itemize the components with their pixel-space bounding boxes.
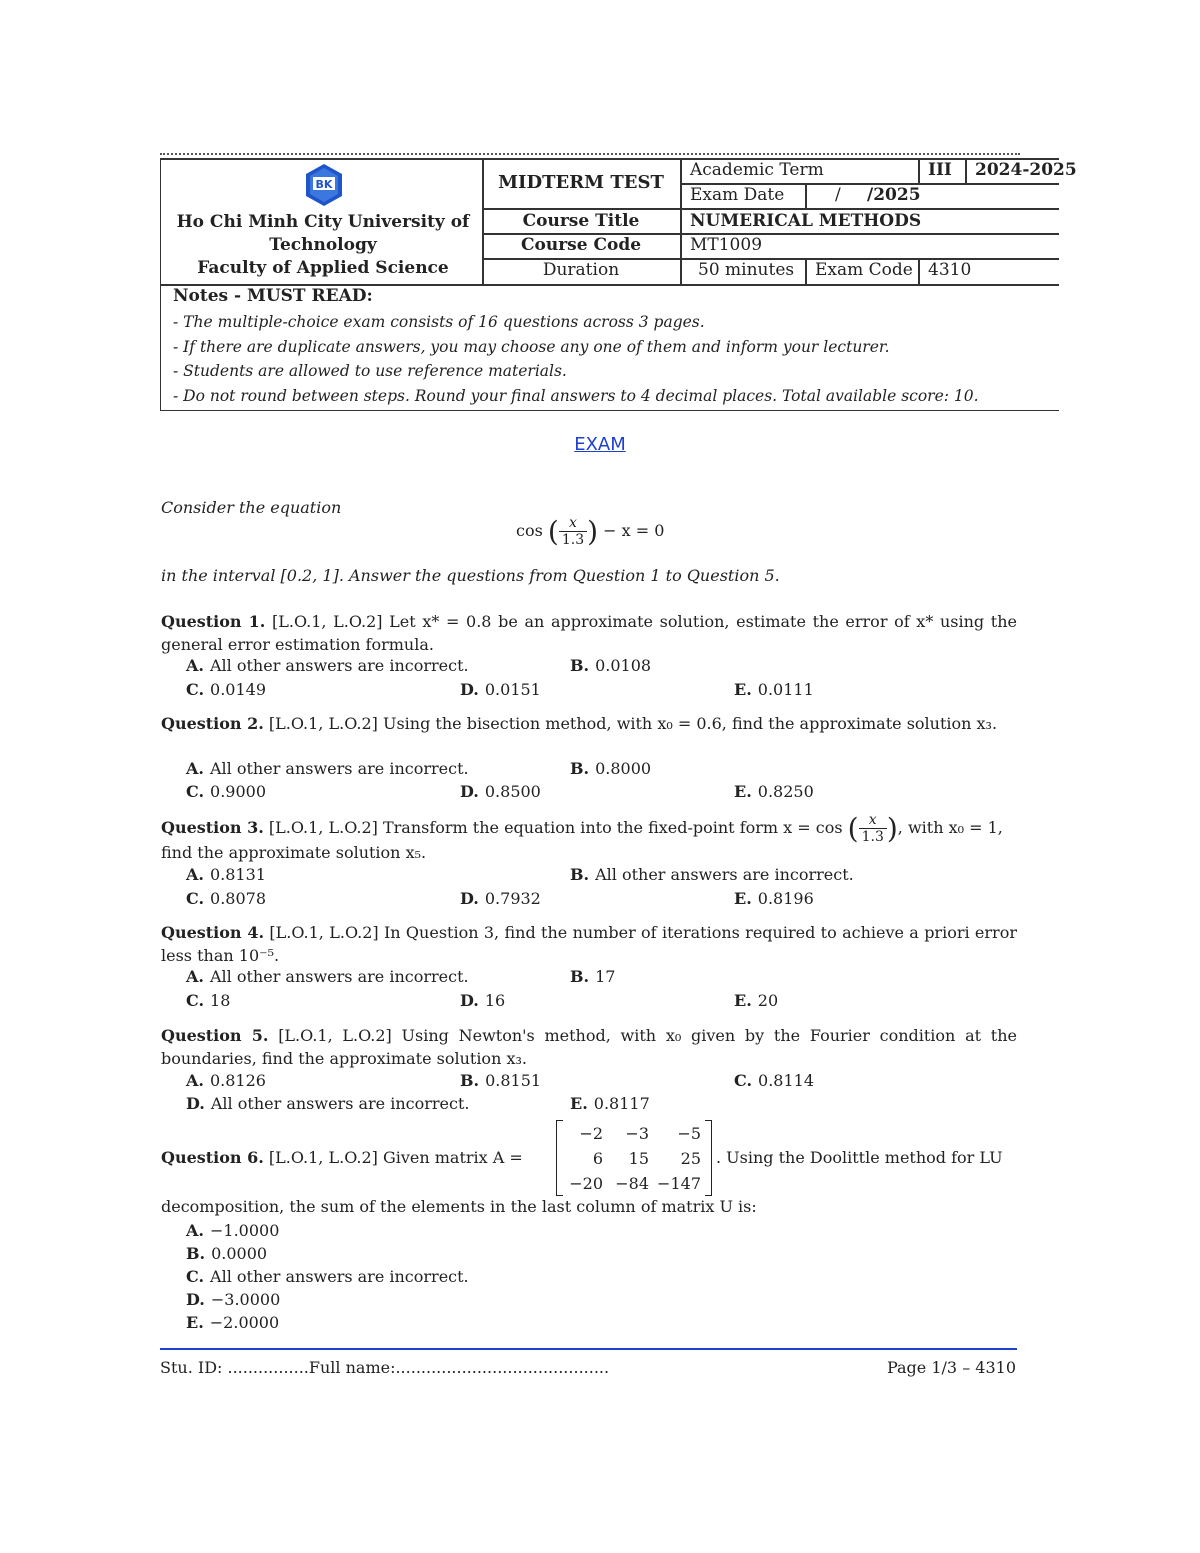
matrix-cell: −20	[569, 1174, 603, 1193]
course-title-value: NUMERICAL METHODS	[690, 211, 922, 231]
question-6-line2: decomposition, the sum of the elements in the last column of matrix U is:	[161, 1197, 757, 1216]
question-text: [L.O.1, L.O.2] Transform the equation into the fixed-point form x = cos	[268, 818, 843, 837]
academic-term-label: Academic Term	[690, 160, 824, 180]
question-6-after: . Using the Doolittle method for LU	[716, 1148, 1003, 1167]
question-text: [L.O.1, L.O.2] Let x* = 0.8 be an approximate solution, estimate the error of x* using the general error estimation formula.	[161, 612, 1017, 654]
exam-date-year: /2025	[867, 185, 921, 205]
eq-denominator: 1.3	[561, 532, 585, 548]
matrix-cell: 15	[628, 1149, 649, 1168]
logo-text: BK	[315, 178, 333, 191]
course-code-label: Course Code	[520, 235, 642, 255]
note-item: - Do not round between steps. Round your final answers to 4 decimal places. Total available score: 10.	[173, 387, 979, 405]
option-c[interactable]: C. 0.8114	[734, 1071, 815, 1090]
question-label: Question 5.	[161, 1026, 269, 1045]
matrix-cell: −5	[677, 1124, 701, 1143]
notes-title: Notes - MUST READ:	[173, 286, 373, 306]
option-c[interactable]: C. All other answers are incorrect.	[186, 1267, 469, 1286]
note-item: - The multiple-choice exam consists of 16 questions across 3 pages.	[173, 313, 705, 331]
exam-date-label: Exam Date	[690, 185, 785, 205]
option-a[interactable]: A. All other answers are incorrect.	[186, 656, 469, 675]
option-c[interactable]: C. 0.9000	[186, 782, 267, 801]
course-title-label: Course Title	[522, 211, 640, 231]
exam-code-value: 4310	[928, 260, 972, 280]
option-d[interactable]: D. All other answers are incorrect.	[186, 1094, 470, 1113]
question-text: [L.O.1, L.O.2] Using the bisection method, with x₀ = 0.6, find the approximate solution x₃.	[268, 714, 998, 733]
eq-cos: cos	[516, 521, 543, 540]
option-a[interactable]: A. All other answers are incorrect.	[186, 967, 469, 986]
exam-title: EXAM	[574, 434, 626, 455]
note-item: - If there are duplicate answers, you may choose any one of them and inform your lecturer.	[173, 338, 890, 356]
question-5	[161, 1024, 1017, 1070]
matrix-cell: −2	[579, 1124, 603, 1143]
option-b[interactable]: B. All other answers are incorrect.	[570, 865, 854, 884]
test-type: MIDTERM TEST	[498, 172, 664, 193]
option-c[interactable]: C. 0.0149	[186, 680, 267, 699]
question-text: [L.O.1, L.O.2] In Question 3, find the number of iterations required to achieve a priori error less than 10⁻⁵.	[161, 923, 1017, 965]
eq-rest: − x = 0	[603, 521, 665, 540]
question-label: Question 6.	[161, 1148, 264, 1167]
course-code-value: MT1009	[690, 235, 763, 255]
option-e[interactable]: E. 0.0111	[734, 680, 814, 699]
academic-term-value: III	[928, 160, 952, 180]
intro-line2: in the interval [0.2, 1]. Answer the questions from Question 1 to Question 5.	[161, 566, 780, 585]
option-b[interactable]: B. 0.0108	[570, 656, 652, 675]
option-b[interactable]: B. 0.8151	[460, 1071, 542, 1090]
option-e[interactable]: E. 0.8117	[570, 1094, 650, 1113]
option-c[interactable]: C. 0.8078	[186, 889, 267, 908]
question-4	[161, 921, 1017, 967]
main-equation: cos ( $\frac{x}{1.3}$ ) − x = 0	[516, 515, 665, 548]
question-label: Question 2.	[161, 714, 264, 733]
matrix-a	[556, 1120, 712, 1196]
page-number: Page 1/3 – 4310	[886, 1358, 1016, 1377]
question-label: Question 4.	[161, 923, 265, 942]
option-a[interactable]: A. All other answers are incorrect.	[186, 759, 469, 778]
question-label: Question 1.	[161, 612, 266, 631]
question-3: Question 3. [L.O.1, L.O.2] Transform the equation into the fixed-point form x = cos ( $\frac{x}{1.3}$ ), with x₀ = 1,	[161, 812, 1003, 845]
matrix-cell: −147	[657, 1174, 701, 1193]
option-b[interactable]: B. 0.0000	[186, 1244, 268, 1263]
option-e[interactable]: E. −2.0000	[186, 1313, 280, 1332]
option-a[interactable]: A. −1.0000	[186, 1221, 280, 1240]
question-label: Question 3.	[161, 818, 264, 837]
exam-header-table	[160, 158, 1077, 411]
option-d[interactable]: D. 0.8500	[460, 782, 541, 801]
question-3-line2: find the approximate solution x₅.	[161, 843, 427, 862]
eq-numerator: x	[559, 515, 587, 532]
question-text: [L.O.1, L.O.2] Using Newton's method, with x₀ given by the Fourier condition at the boundaries, find the approximate solution x₃.	[161, 1026, 1017, 1068]
bk-logo-icon	[298, 162, 350, 208]
question-2	[161, 712, 1017, 735]
question-text: [L.O.1, L.O.2] Given matrix A =	[268, 1148, 523, 1167]
matrix-cell: −84	[615, 1174, 649, 1193]
exam-date-separator: /	[835, 185, 841, 205]
option-c[interactable]: C. 18	[186, 991, 231, 1010]
option-d[interactable]: D. −3.0000	[186, 1290, 281, 1309]
matrix-cell: −3	[625, 1124, 649, 1143]
matrix-cell: 6	[592, 1149, 603, 1168]
option-e[interactable]: E. 0.8250	[734, 782, 814, 801]
question-6	[161, 1148, 523, 1167]
option-b[interactable]: B. 0.8000	[570, 759, 652, 778]
option-e[interactable]: E. 20	[734, 991, 779, 1010]
option-e[interactable]: E. 0.8196	[734, 889, 814, 908]
university-name-line2: Technology	[269, 235, 377, 255]
exam-code-label: Exam Code	[815, 260, 913, 280]
question-1	[161, 610, 1017, 656]
option-d[interactable]: D. 16	[460, 991, 506, 1010]
academic-year: 2024-2025	[975, 160, 1077, 180]
question-text-after: , with x₀ = 1,	[897, 818, 1003, 837]
university-name-line1: Ho Chi Minh City University of	[176, 212, 470, 232]
duration-value: 50 minutes	[698, 260, 795, 280]
option-d[interactable]: D. 0.7932	[460, 889, 541, 908]
duration-label: Duration	[542, 260, 620, 280]
option-a[interactable]: A. 0.8126	[186, 1071, 266, 1090]
faculty-name: Faculty of Applied Science	[197, 258, 449, 278]
option-b[interactable]: B. 17	[570, 967, 616, 986]
intro-line1: Consider the equation	[161, 498, 342, 517]
note-item: - Students are allowed to use reference materials.	[173, 362, 567, 380]
option-d[interactable]: D. 0.0151	[460, 680, 541, 699]
footer-rule	[160, 1348, 1017, 1350]
matrix-cell: 25	[680, 1149, 701, 1168]
option-a[interactable]: A. 0.8131	[186, 865, 266, 884]
student-info-line: Stu. ID: ................Full name:..........................................	[160, 1358, 610, 1377]
